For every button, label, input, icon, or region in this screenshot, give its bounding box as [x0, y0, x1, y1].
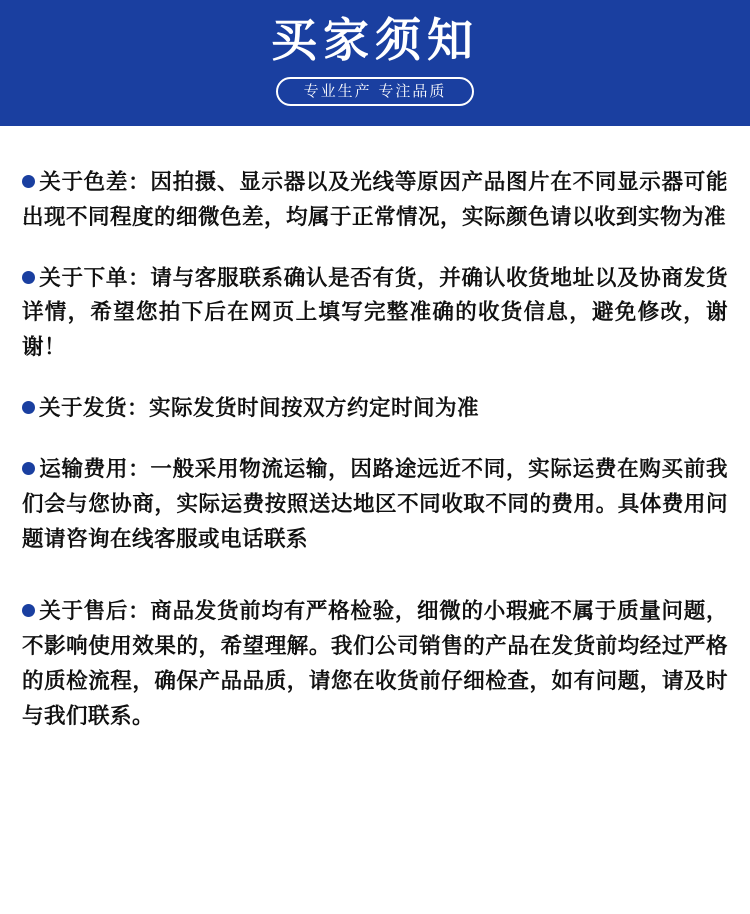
notice-section-color-difference — [22, 166, 728, 236]
notice-section-freight — [22, 453, 728, 557]
section-spacer — [22, 583, 728, 595]
subtitle-wrapper — [276, 77, 475, 107]
notice-content — [0, 126, 750, 735]
bullet-icon — [22, 604, 35, 617]
section-body: 因拍摄、显示器以及光线等原因产品图片在不同显示器可能出现不同程度的细微色差，均属于正常情况，实际颜色请以收到实物为准 — [22, 170, 728, 230]
notice-section-ordering — [22, 262, 728, 366]
notice-section-shipping-time — [22, 392, 728, 427]
section-label: 关于发货： — [39, 396, 150, 422]
page-title: 买家须知 — [271, 13, 479, 67]
section-body: 请与客服联系确认是否有货，并确认收货地址以及协商发货详情，希望您拍下后在网页上填写完整准确的收货信息，避免修改，谢谢！ — [22, 265, 728, 361]
section-body: 实际发货时间按双方约定时间为准 — [149, 396, 480, 422]
notice-section-after-sales — [22, 595, 728, 734]
bullet-icon — [22, 175, 35, 188]
header-banner — [0, 0, 750, 126]
section-body: 商品发货前均有严格检验，细微的小瑕疵不属于质量问题，不影响使用效果的，希望理解。我们公司销售的产品在发货前均经过严格的质检流程，确保产品品质，请您在收货前仔细检查，如有问题，请及时与我们联系。 — [22, 599, 728, 729]
bullet-icon — [22, 271, 35, 284]
banner-subtitle-badge: 专业生产 专注品质 — [276, 77, 475, 107]
section-label: 关于售后： — [39, 599, 151, 625]
section-label: 关于色差： — [39, 170, 151, 195]
bullet-icon — [22, 462, 35, 475]
section-body: 一般采用物流运输，因路途远近不同，实际运费在购买前我们会与您协商，实际运费按照送达地区不同收取不同的费用。具体费用问题请咨询在线客服或电话联系 — [22, 456, 728, 552]
section-label: 运输费用： — [39, 456, 151, 482]
bullet-icon — [22, 401, 35, 414]
section-label: 关于下单： — [39, 265, 151, 291]
